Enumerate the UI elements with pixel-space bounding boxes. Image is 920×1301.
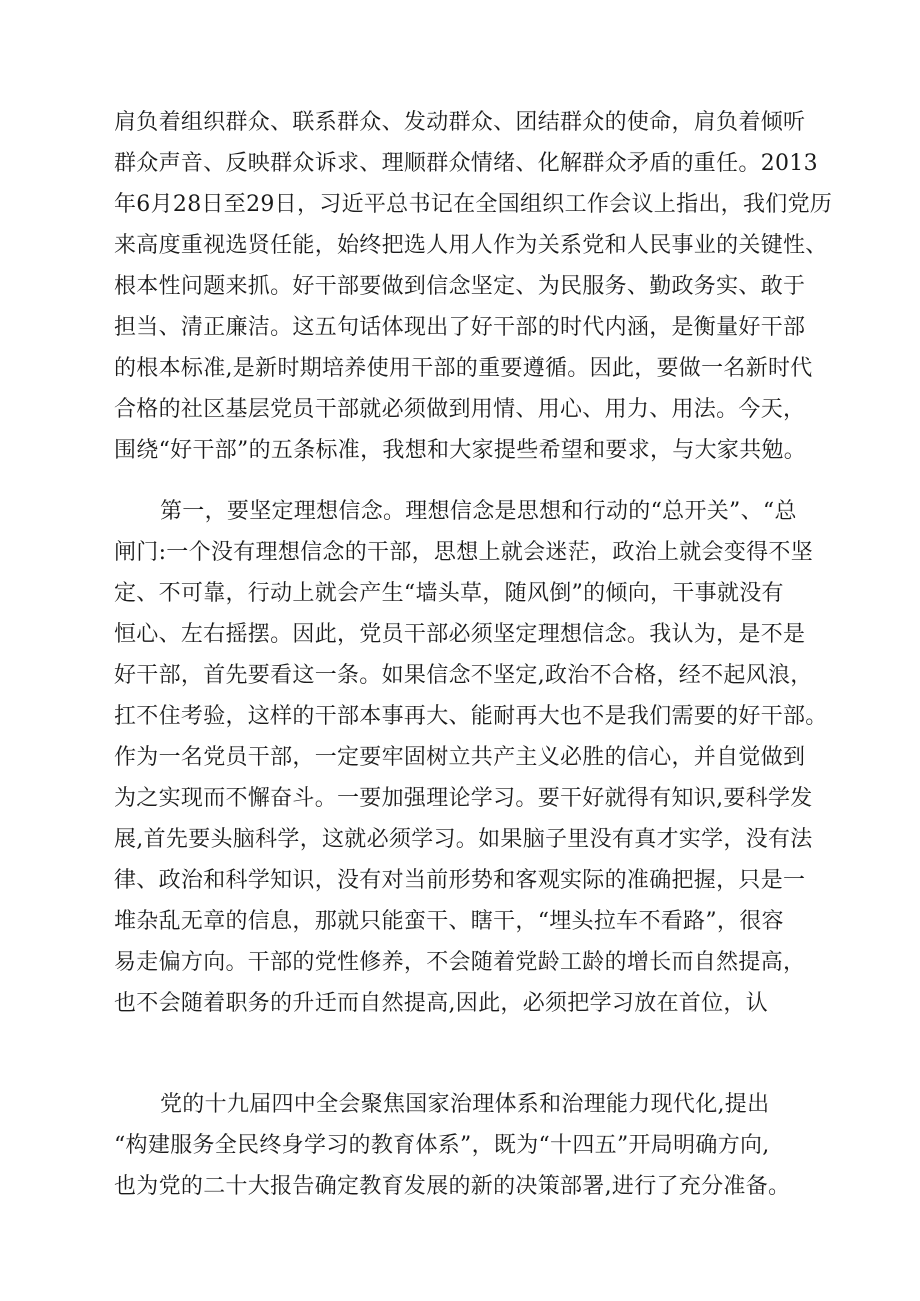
text-line: 为之实现而不懈奋斗。一要加强理论学习。要干好就得有知识,要科学发	[114, 786, 813, 811]
text-line: 年6月28日至29日，习近平总书记在全国组织工作会议上指出，我们党历	[114, 192, 833, 217]
text-line: 定、不可靠，行动上就会产生“墙头草，随风倒”的倾向，干事就没有	[114, 581, 784, 606]
text-line: “构建服务全民终身学习的教育体系”，既为“十四五”开局明确方向,	[114, 1133, 770, 1158]
text-line: 律、政治和科学知识，没有对当前形势和客观实际的准确把握，只是一	[114, 868, 806, 893]
text-line: 来高度重视选贤任能，始终把选人用人作为关系党和人民事业的关键性、	[114, 233, 828, 258]
text-line: 堆杂乱无章的信息，那就只能蛮干、瞎干，“埋头拉车不看路”，很容	[114, 909, 784, 934]
text-line: 的根本标准,是新时期培养使用干部的重要遵循。因此，要做一名新时代	[114, 356, 813, 381]
text-line: 展,首先要头脑科学，这就必须学习。如果脑子里没有真才实学，没有法	[114, 827, 813, 852]
text-line: 恒心、左右摇摆。因此，党员干部必须坚定理想信念。我认为，是不是	[114, 622, 806, 647]
paragraph-2	[114, 491, 844, 1024]
paragraph-3	[114, 1084, 844, 1207]
text-line: 群众声音、反映群众诉求、理顺群众情绪、化解群众矛盾的重任。2013	[114, 151, 818, 176]
text-line: 好干部，首先要看这一条。如果信念不坚定,政治不合格，经不起风浪，	[114, 663, 813, 688]
text-line: 扛不住考验，这样的干部本事再大、能耐再大也不是我们需要的好干部。	[114, 704, 828, 729]
text-line: 也不会随着职务的升迁而自然提高,因此，必须把学习放在首位，认	[114, 991, 768, 1016]
text-line: 闸门:一个没有理想信念的干部，思想上就会迷茫，政治上就会变得不坚	[114, 540, 814, 565]
text-line: 易走偏方向。干部的党性修养，不会随着党龄工龄的增长而自然提高，	[114, 950, 806, 975]
text-line: 根本性问题来抓。好干部要做到信念坚定、为民服务、勤政务实、敢于	[114, 274, 806, 299]
text-line: 担当、清正廉洁。这五句话体现出了好干部的时代内涵，是衡量好干部	[114, 315, 806, 340]
text-line: 也为党的二十大报告确定教育发展的新的决策部署,进行了充分准备。	[114, 1174, 791, 1199]
text-line: 肩负着组织群众、联系群众、发动群众、团结群众的使命，肩负着倾听	[114, 110, 806, 135]
text-line: 围绕“好干部”的五条标准，我想和大家提些希望和要求，与大家共勉。	[114, 438, 807, 463]
text-line: 作为一名党员干部，一定要牢固树立共产主义必胜的信心，并自觉做到	[114, 745, 806, 770]
text-line: 第一，要坚定理想信念。理想信念是思想和行动的“总开关”、“总	[160, 499, 797, 524]
text-line: 党的十九届四中全会聚焦国家治理体系和治理能力现代化,提出	[160, 1092, 770, 1117]
paragraph-1	[114, 102, 844, 471]
text-line: 合格的社区基层党员干部就必须做到用情、用心、用力、用法。今天，	[114, 397, 806, 422]
